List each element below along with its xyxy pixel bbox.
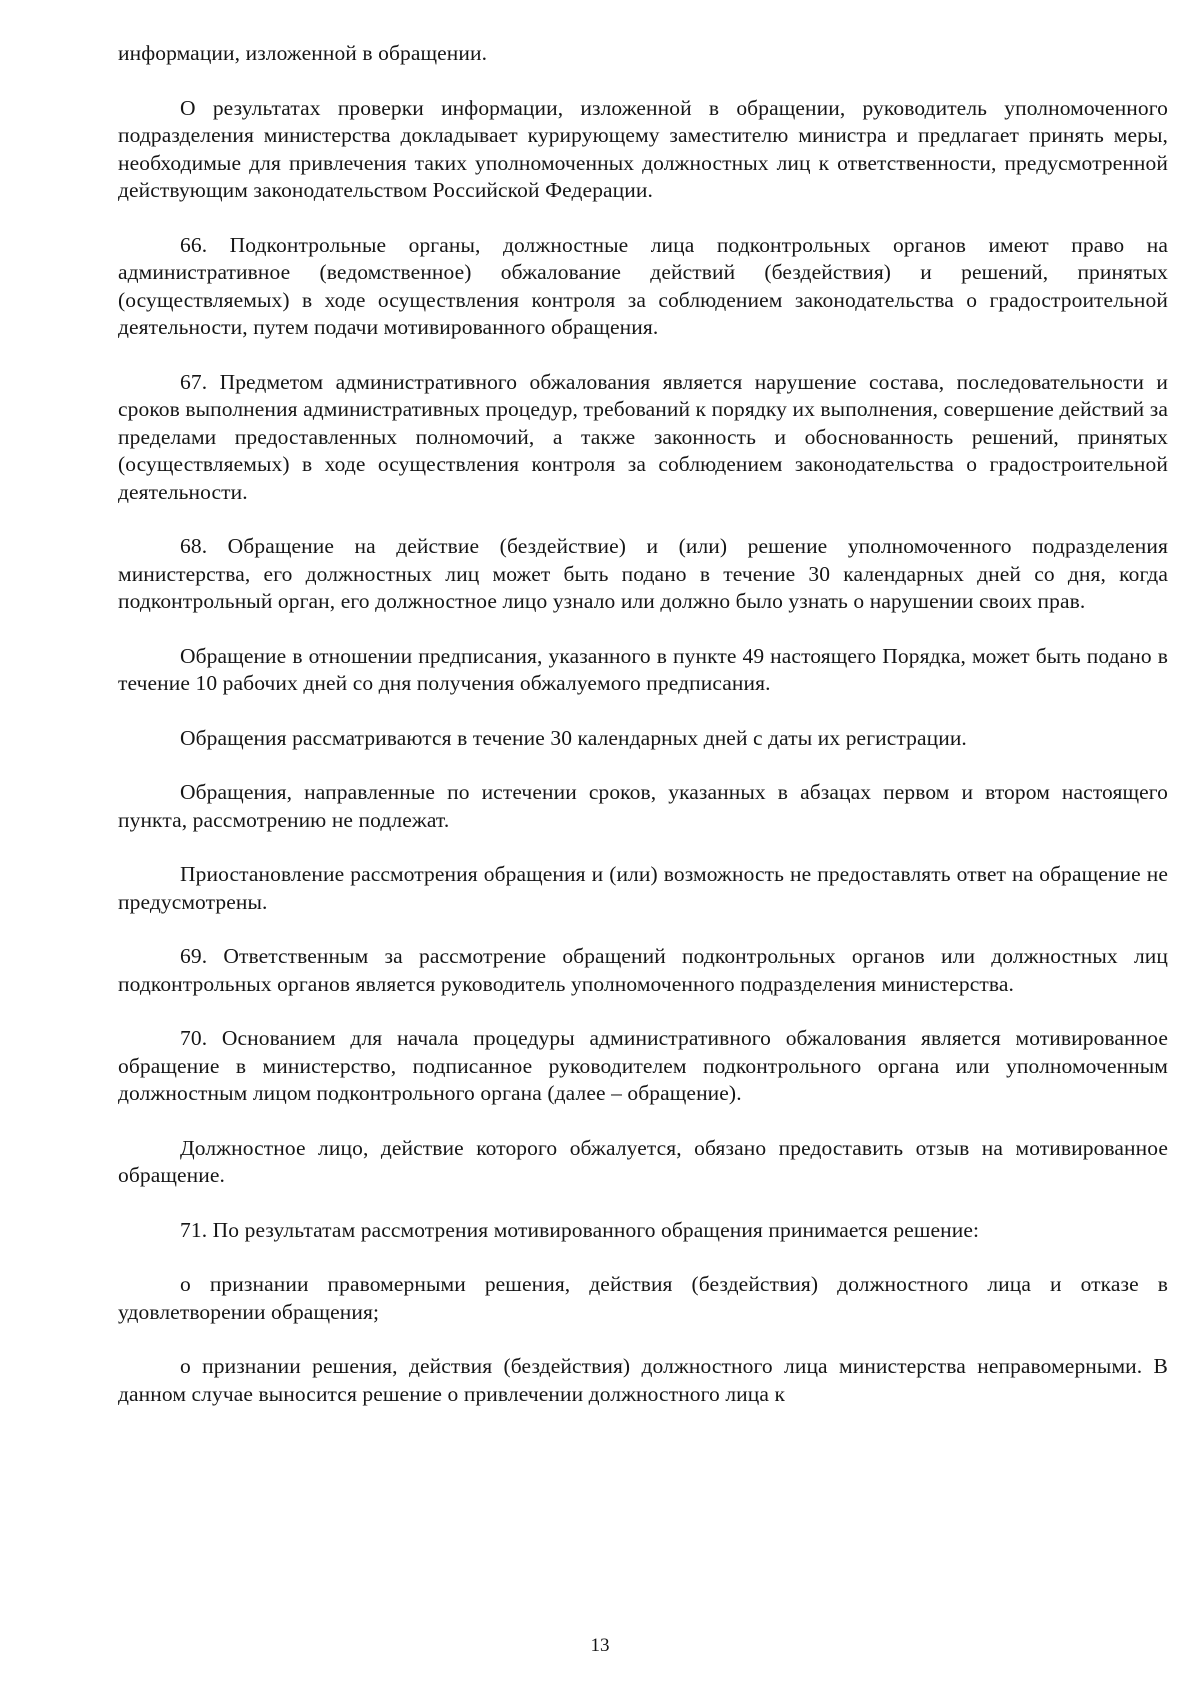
paragraph-67: 67. Предметом административного обжалования является нарушение состава, последовательности и сроков выполнения административных процедур, требований к порядку их выполнения, совершение действий за пределами предоставленных полномочий, а также законность и обоснованность решений, принятых (осуществляемых) в ходе осуществления контроля за соблюдением законодательства о градостроительной деятельности. — [118, 369, 1168, 504]
paragraph-71-lawful: о признании правомерными решения, действия (бездействия) должностного лица и отказе в удовлетворении обращения; — [118, 1272, 1168, 1324]
paragraph-68-suspension: Приостановление рассмотрения обращения и (или) возможность не предоставлять ответ на обращение не предусмотрены. — [118, 862, 1168, 914]
document-body — [118, 40, 1168, 1435]
page-number: 13 — [590, 1635, 610, 1656]
paragraph-66: 66. Подконтрольные органы, должностные лица подконтрольных органов имеют право на административное (ведомственное) обжалование действий (бездействия) и решений, принятых (осуществляемых) в ходе осуществления контроля за соблюдением законодательства о градостроительной деятельности, путем подачи мотивированного обращения. — [118, 232, 1168, 339]
paragraph-inspection-results: О результатах проверки информации, изложенной в обращении, руководитель уполномоченного подразделения министерства докладывает курирующему заместителю министра и предлагает принять меры, необходимые для привлечения таких уполномоченных должностных лиц к ответственности, предусмотренной действующим законодательством Российской Федерации. — [118, 95, 1168, 202]
paragraph-69: 69. Ответственным за рассмотрение обращений подконтрольных органов или должностных лиц подконтрольных органов является руководитель уполномоченного подразделения министерства. — [118, 944, 1168, 996]
paragraph-68: 68. Обращение на действие (бездействие) и (или) решение уполномоченного подразделения министерства, его должностных лиц может быть подано в течение 30 календарных дней со дня, когда подконтрольный орган, его должностное лицо узнало или должно было узнать о нарушении своих прав. — [118, 534, 1168, 613]
paragraph-71-unlawful: о признании решения, действия (бездействия) должностного лица министерства неправомерными. В данном случае выносится решение о привлечении должностного лица к — [118, 1354, 1168, 1406]
paragraph-70-response: Должностное лицо, действие которого обжалуется, обязано предоставить отзыв на мотивированное обращение. — [118, 1135, 1168, 1187]
paragraph-68-prescription: Обращение в отношении предписания, указанного в пункте 49 настоящего Порядка, может быть подано в течение 10 рабочих дней со дня получения обжалуемого предписания. — [118, 643, 1168, 695]
paragraph-70: 70. Основанием для начала процедуры административного обжалования является мотивированное обращение в министерство, подписанное руководителем подконтрольного органа или уполномоченным должностным лицом подконтрольного органа (далее – обращение). — [118, 1026, 1168, 1105]
paragraph-continuation: информации, изложенной в обращении. — [118, 41, 488, 65]
paragraph-68-expired: Обращения, направленные по истечении сроков, указанных в абзацах первом и втором настоящего пункта, рассмотрению не подлежат. — [118, 780, 1168, 832]
paragraph-68-review-term: Обращения рассматриваются в течение 30 календарных дней с даты их регистрации. — [180, 725, 967, 750]
paragraph-71: 71. По результатам рассмотрения мотивированного обращения принимается решение: — [180, 1217, 980, 1242]
